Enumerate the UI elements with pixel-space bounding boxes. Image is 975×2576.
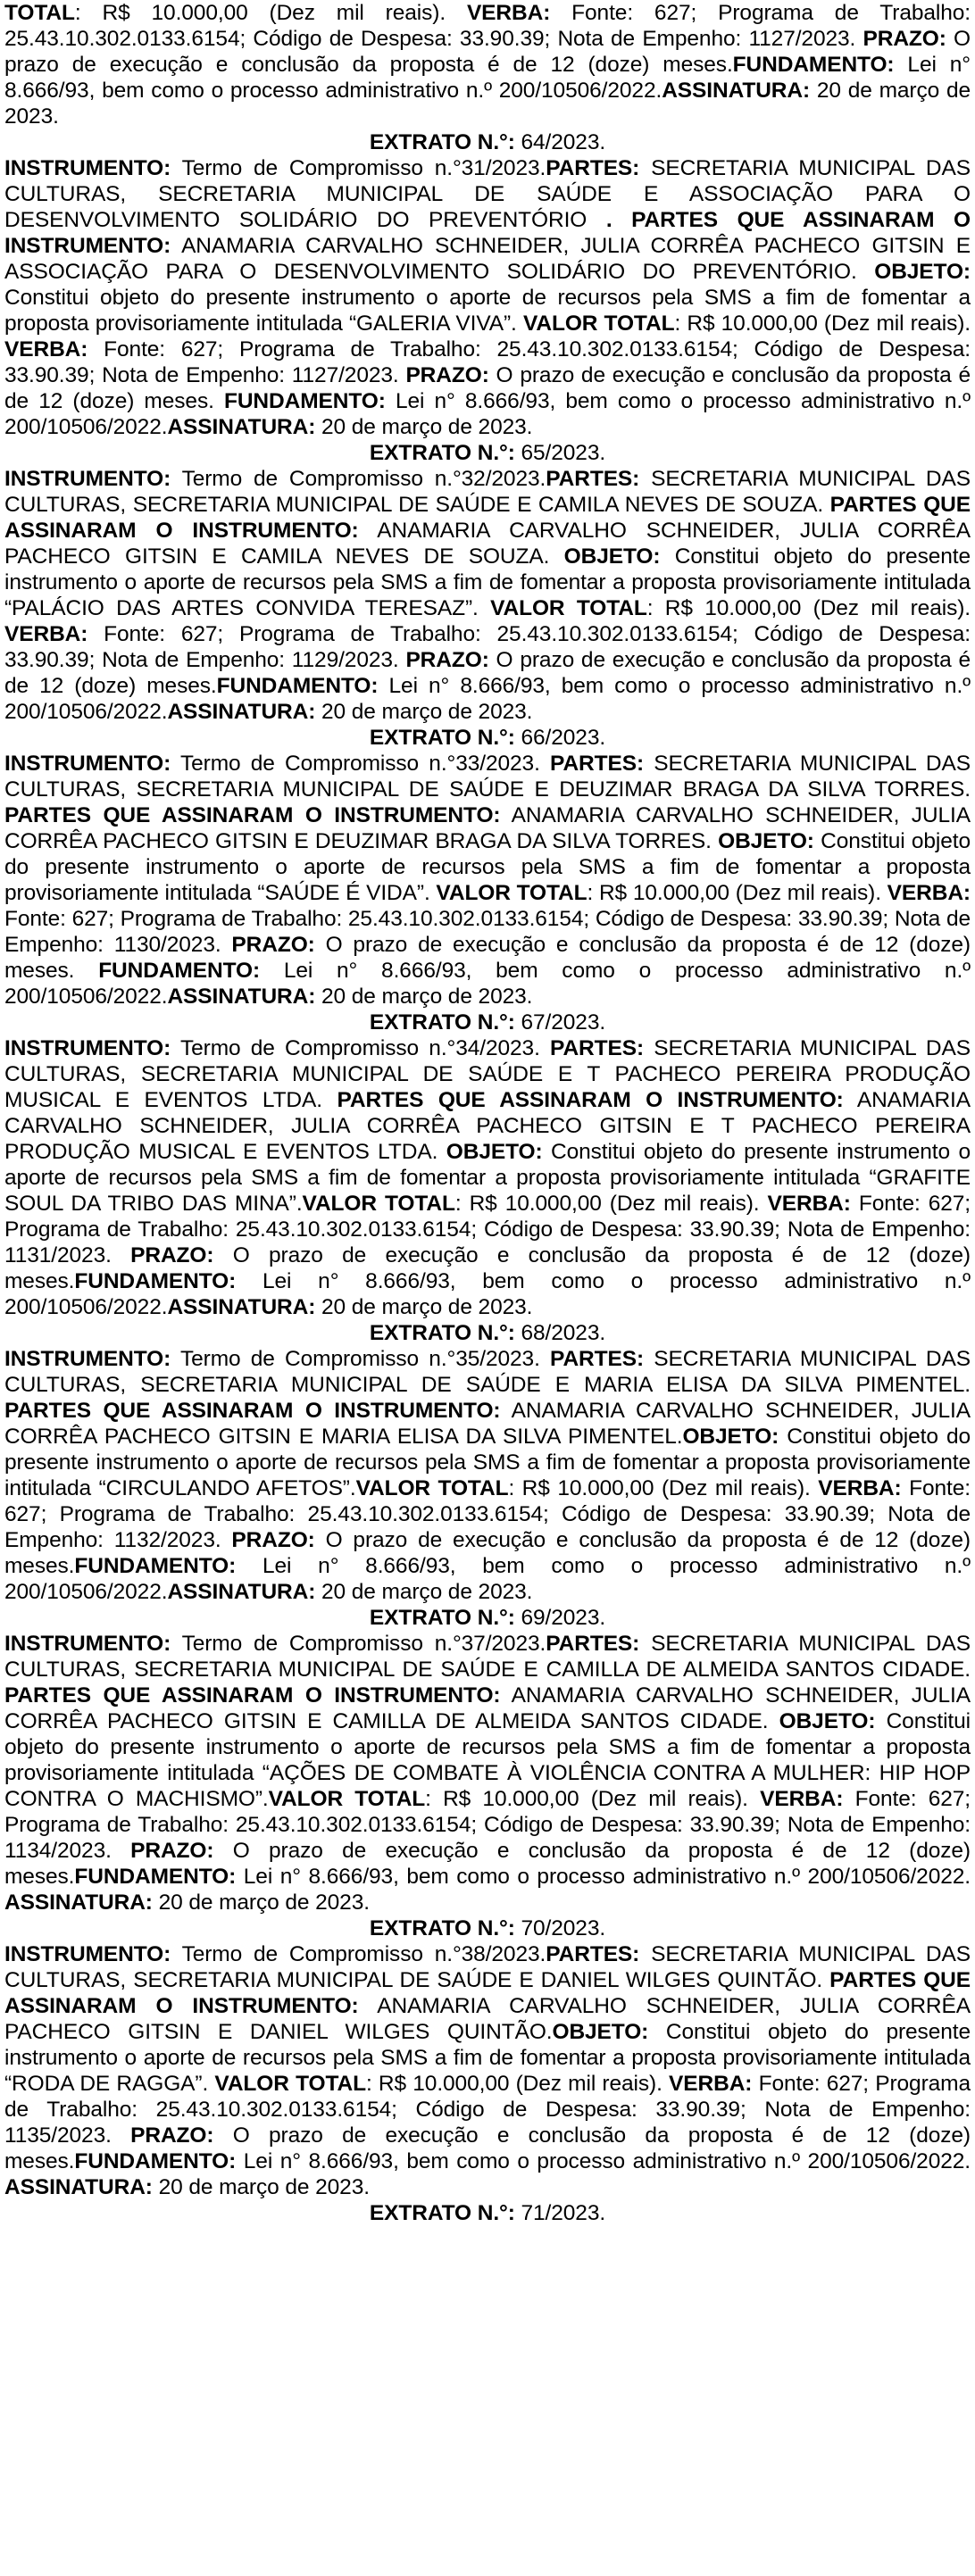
field-text: ANAMARIA CARVALHO SCHNEIDER, JULIA CORRÊA PACHECO GITSIN E ASSOCIAÇÃO PARA O DESENVOLVIMENTO SOLIDÁRIO DO PREVENTÓRIO. bbox=[4, 234, 971, 284]
field-text: Constitui objeto do presente instrumento o aporte de recursos pela SMS a fim de fomentar a proposta provisoriamente intitulada “PALÁCIO DAS ARTES CONVIDA TERESAZ”. bbox=[4, 544, 971, 620]
field-text: SECRETARIA MUNICIPAL DAS CULTURAS, SECRETARIA MUNICIPAL DE SAÚDE E T PACHECO PEREIRA PRODUÇÃO MUSICAL E EVENTOS LTDA. bbox=[4, 1036, 971, 1112]
field-label: VALOR TOTAL bbox=[302, 1192, 455, 1216]
field-label: PRAZO: bbox=[231, 1528, 315, 1552]
field-label: FUNDAMENTO: bbox=[74, 2149, 237, 2173]
field-text: Termo de Compromisso n.°37/2023. bbox=[171, 1632, 546, 1656]
extrato-section bbox=[4, 129, 971, 440]
field-label: . PARTES QUE ASSINARAM O INSTRUMENTO: bbox=[4, 208, 971, 258]
field-text: Fonte: 627; Programa de Trabalho: 25.43.10.302.0133.6154; Código de Despesa: 33.90.39; Nota de Empenho: 1135/2023. bbox=[4, 2072, 971, 2148]
field-label: PARTES QUE ASSINARAM O INSTRUMENTO: bbox=[4, 1683, 501, 1708]
field-text: ANAMARIA CARVALHO SCHNEIDER, JULIA CORRÊA PACHECO GITSIN E DEUZIMAR BRAGA DA SILVA TORRES. bbox=[4, 803, 971, 853]
field-text: Termo de Compromisso n.°31/2023. bbox=[171, 156, 546, 180]
field-text: 20 de março de 2023. bbox=[315, 700, 533, 724]
extrato-section bbox=[4, 0, 971, 129]
extrato-heading bbox=[4, 1010, 971, 1035]
field-label: PARTES QUE ASSINARAM O INSTRUMENTO: bbox=[337, 1088, 844, 1112]
field-label: PRAZO: bbox=[130, 1243, 214, 1267]
extrato-label: EXTRATO N.°: bbox=[369, 130, 515, 154]
field-label: VALOR TOTAL bbox=[268, 1787, 426, 1811]
field-label: PRAZO: bbox=[862, 27, 946, 51]
field-label: OBJETO: bbox=[874, 260, 971, 284]
extrato-body-paragraph bbox=[4, 466, 971, 725]
field-text: Constitui objeto do presente instrumento o aporte de recursos pela SMS a fim de fomentar a proposta provisoriamente intitulada “GRAFITE SOUL DA TRIBO DAS MINA”. bbox=[4, 1140, 971, 1216]
extrato-section bbox=[4, 1010, 971, 1320]
extrato-label: EXTRATO N.°: bbox=[369, 441, 515, 465]
field-label: INSTRUMENTO: bbox=[4, 1036, 171, 1060]
extrato-section bbox=[4, 725, 971, 1010]
field-text: 20 de março de 2023. bbox=[4, 79, 971, 129]
extrato-body-paragraph bbox=[4, 751, 971, 1010]
extrato-body-paragraph bbox=[4, 1631, 971, 1915]
field-text: 20 de março de 2023. bbox=[315, 1580, 533, 1604]
field-label: PRAZO: bbox=[130, 1839, 214, 1863]
field-text: ANAMARIA CARVALHO SCHNEIDER, JULIA CORRÊA PACHECO GITSIN E T PACHECO PEREIRA PRODUÇÃO MUSICAL E EVENTOS LTDA. bbox=[4, 1088, 971, 1164]
field-label: INSTRUMENTO: bbox=[4, 467, 171, 491]
field-text: Lei n° 8.666/93, bem como o processo administrativo n.º 200/10506/2022. bbox=[4, 959, 971, 1009]
extrato-number: 67/2023. bbox=[514, 1010, 606, 1035]
field-label: PARTES: bbox=[546, 1632, 640, 1656]
field-label: FUNDAMENTO: bbox=[223, 389, 386, 413]
field-label: VERBA: bbox=[760, 1787, 844, 1811]
extrato-heading bbox=[4, 129, 971, 155]
field-label: ASSINATURA: bbox=[4, 2175, 153, 2199]
field-label: PARTES: bbox=[546, 1942, 640, 1966]
field-label: INSTRUMENTO: bbox=[4, 156, 171, 180]
field-text: Termo de Compromisso n.°35/2023. bbox=[171, 1347, 551, 1371]
field-text: : R$ 10.000,00 (Dez mil reais). bbox=[674, 312, 971, 336]
field-text: Fonte: 627; Programa de Trabalho: 25.43.10.302.0133.6154; Código de Despesa: 33.90.39; Nota de Empenho: 1132/2023. bbox=[4, 1476, 971, 1552]
field-text: O prazo de execução e conclusão da proposta é de 12 (doze) meses. bbox=[4, 1243, 971, 1293]
field-label: VERBA: bbox=[818, 1476, 902, 1500]
extrato-number: 71/2023. bbox=[514, 2201, 606, 2225]
field-text: Lei n° 8.666/93, bem como o processo administrativo n.º 200/10506/2022. bbox=[4, 1554, 971, 1604]
field-label: PARTES QUE ASSINARAM O INSTRUMENTO: bbox=[4, 803, 501, 827]
field-label: INSTRUMENTO: bbox=[4, 1347, 171, 1371]
field-text: Termo de Compromisso n.°32/2023. bbox=[171, 467, 546, 491]
field-label: INSTRUMENTO: bbox=[4, 1632, 171, 1656]
field-text: Constitui objeto do presente instrumento o aporte de recursos pela SMS a fim de fomentar a proposta provisoriamente intitulada “SAÚDE É VIDA”. bbox=[4, 829, 971, 905]
field-label: OBJETO: bbox=[446, 1140, 543, 1164]
field-text: : R$ 10.000,00 (Dez mil reais). bbox=[587, 881, 888, 905]
field-label: ASSINATURA: bbox=[662, 79, 811, 103]
field-text: 20 de março de 2023. bbox=[315, 1295, 533, 1319]
extrato-heading bbox=[4, 2200, 971, 2226]
field-label: ASSINATURA: bbox=[167, 1580, 316, 1604]
extrato-body-paragraph bbox=[4, 1035, 971, 1320]
extrato-heading bbox=[4, 1320, 971, 1346]
field-label: FUNDAMENTO: bbox=[732, 53, 895, 77]
field-text: Constitui objeto do presente instrumento o aporte de recursos pela SMS a fim de fomentar a proposta provisoriamente intitulada “AÇÕES DE COMBATE À VIOLÊNCIA CONTRA A MULHER: HIP HOP CONTRA O MACHISMO”. bbox=[4, 1709, 971, 1811]
field-text: O prazo de execução e conclusão da proposta é de 12 (doze) meses. bbox=[4, 1839, 971, 1889]
field-text: O prazo de execução e conclusão da proposta é de 12 (doze) meses. bbox=[4, 27, 971, 77]
field-label: VERBA: bbox=[887, 881, 971, 905]
field-text: : R$ 10.000,00 (Dez mil reais). bbox=[365, 2072, 670, 2096]
field-text: Lei n° 8.666/93, bem como o processo administrativo n.º 200/10506/2022. bbox=[236, 2149, 971, 2173]
field-label: FUNDAMENTO: bbox=[216, 674, 379, 698]
extrato-section bbox=[4, 440, 971, 725]
field-text: O prazo de execução e conclusão da proposta é de 12 (doze) meses. bbox=[4, 933, 971, 983]
field-label: FUNDAMENTO: bbox=[98, 959, 261, 983]
field-text: Lei n° 8.666/93, bem como o processo administrativo n.º 200/10506/2022. bbox=[4, 674, 971, 724]
field-label: TOTAL bbox=[4, 1, 75, 25]
field-label: PRAZO: bbox=[405, 648, 489, 672]
field-text: O prazo de execução e conclusão da proposta é de 12 (doze) meses. bbox=[4, 2123, 971, 2173]
field-label: FUNDAMENTO: bbox=[74, 1554, 237, 1578]
field-label: INSTRUMENTO: bbox=[4, 752, 171, 776]
extrato-heading bbox=[4, 1915, 971, 1941]
field-text: ANAMARIA CARVALHO SCHNEIDER, JULIA CORRÊA PACHECO GITSIN E MARIA ELISA DA SILVA PIMENTEL. bbox=[4, 1399, 971, 1449]
field-text: Termo de Compromisso n.°38/2023. bbox=[171, 1942, 546, 1966]
field-label: PARTES: bbox=[550, 1036, 645, 1060]
field-label: OBJETO: bbox=[718, 829, 814, 853]
extrato-number: 70/2023. bbox=[514, 1916, 606, 1940]
field-text: Fonte: 627; Programa de Trabalho: 25.43.10.302.0133.6154; Código de Despesa: 33.90.39; Nota de Empenho: 1127/2023. bbox=[4, 337, 971, 387]
field-text: 20 de março de 2023. bbox=[152, 2175, 370, 2199]
field-label: VALOR TOTAL bbox=[490, 596, 647, 620]
field-label: ASSINATURA: bbox=[4, 1890, 153, 1915]
field-label: FUNDAMENTO: bbox=[74, 1269, 237, 1293]
field-label: OBJETO: bbox=[563, 544, 661, 569]
field-text: Lei n° 8.666/93, bem como o processo administrativo n.º 200/10506/2022. bbox=[236, 1865, 971, 1889]
field-label: ASSINATURA: bbox=[167, 700, 316, 724]
field-label: OBJETO: bbox=[779, 1709, 876, 1733]
field-label: VALOR TOTAL bbox=[522, 312, 675, 336]
field-text: Constitui objeto do presente instrumento o aporte de recursos pela SMS a fim de fomentar a proposta provisoriamente intitulada “GALERIA VIVA”. bbox=[4, 286, 971, 336]
field-text: O prazo de execução e conclusão da proposta é de 12 (doze) meses. bbox=[4, 363, 971, 413]
field-label: VERBA: bbox=[466, 1, 551, 25]
field-text: ANAMARIA CARVALHO SCHNEIDER, JULIA CORRÊA PACHECO GITSIN E CAMILA NEVES DE SOUZA. bbox=[4, 519, 971, 569]
field-label: PARTES: bbox=[550, 752, 645, 776]
field-label: PRAZO: bbox=[130, 2123, 214, 2148]
field-label: OBJETO: bbox=[682, 1425, 779, 1449]
field-text: Termo de Compromisso n.°33/2023. bbox=[171, 752, 551, 776]
field-text: SECRETARIA MUNICIPAL DAS CULTURAS, SECRETARIA MUNICIPAL DE SAÚDE E CAMILLA DE ALMEIDA SANTOS CIDADE. bbox=[4, 1632, 971, 1682]
extrato-number: 68/2023. bbox=[514, 1321, 606, 1345]
field-text: : R$ 10.000,00 (Dez mil reais). bbox=[74, 1, 467, 25]
field-label: VALOR TOTAL bbox=[214, 2072, 366, 2096]
field-text: : R$ 10.000,00 (Dez mil reais). bbox=[508, 1476, 819, 1500]
field-text: ANAMARIA CARVALHO SCHNEIDER, JULIA CORRÊA PACHECO GITSIN E CAMILLA DE ALMEIDA SANTOS CIDADE. bbox=[4, 1683, 971, 1733]
field-label: PRAZO: bbox=[405, 363, 489, 387]
field-text: SECRETARIA MUNICIPAL DAS CULTURAS, SECRETARIA MUNICIPAL DE SAÚDE E DANIEL WILGES QUINTÃO. bbox=[4, 1942, 971, 1992]
field-text: Lei n° 8.666/93, bem como o processo administrativo n.º 200/10506/2022. bbox=[4, 53, 971, 103]
field-label: VALOR TOTAL bbox=[355, 1476, 509, 1500]
extrato-continuation-paragraph bbox=[4, 0, 971, 129]
extrato-body-paragraph bbox=[4, 155, 971, 440]
field-label: PARTES: bbox=[550, 1347, 645, 1371]
field-label: ASSINATURA: bbox=[167, 985, 316, 1009]
field-label: PARTES: bbox=[546, 156, 640, 180]
field-label: PARTES QUE ASSINARAM O INSTRUMENTO: bbox=[4, 493, 971, 543]
field-text: Fonte: 627; Programa de Trabalho: 25.43.10.302.0133.6154; Código de Despesa: 33.90.39; Nota de Empenho: 1131/2023. bbox=[4, 1192, 971, 1267]
extrato-section bbox=[4, 1915, 971, 2200]
field-label: PRAZO: bbox=[231, 933, 315, 957]
field-text: SECRETARIA MUNICIPAL DAS CULTURAS, SECRETARIA MUNICIPAL DE SAÚDE E CAMILA NEVES DE SOUZA. bbox=[4, 467, 971, 517]
extrato-label: EXTRATO N.°: bbox=[369, 1321, 515, 1345]
extrato-label: EXTRATO N.°: bbox=[369, 1606, 515, 1630]
field-text: O prazo de execução e conclusão da proposta é de 12 (doze) meses. bbox=[4, 1528, 971, 1578]
field-text: SECRETARIA MUNICIPAL DAS CULTURAS, SECRETARIA MUNICIPAL DE SAÚDE E DEUZIMAR BRAGA DA SILVA TORRES. bbox=[4, 752, 971, 802]
field-text: SECRETARIA MUNICIPAL DAS CULTURAS, SECRETARIA MUNICIPAL DE SAÚDE E MARIA ELISA DA SILVA PIMENTEL. bbox=[4, 1347, 971, 1397]
field-label: ASSINATURA: bbox=[167, 415, 316, 439]
extrato-section bbox=[4, 1605, 971, 1915]
field-text: 20 de março de 2023. bbox=[315, 985, 533, 1009]
extrato-section bbox=[4, 2200, 971, 2226]
field-label: VERBA: bbox=[669, 2072, 753, 2096]
extrato-label: EXTRATO N.°: bbox=[369, 1010, 515, 1035]
extrato-label: EXTRATO N.°: bbox=[369, 1916, 515, 1940]
field-text: 20 de março de 2023. bbox=[152, 1890, 370, 1915]
field-text: : R$ 10.000,00 (Dez mil reais). bbox=[646, 596, 971, 620]
extrato-number: 65/2023. bbox=[514, 441, 606, 465]
extrato-heading bbox=[4, 1605, 971, 1631]
extrato-number: 64/2023. bbox=[514, 130, 606, 154]
extrato-label: EXTRATO N.°: bbox=[369, 2201, 515, 2225]
field-text: Lei n° 8.666/93, bem como o processo administrativo n.º 200/10506/2022. bbox=[4, 389, 971, 439]
field-text: Constitui objeto do presente instrumento o aporte de recursos pela SMS a fim de fomentar a proposta provisoriamente intitulada “CIRCULANDO AFETOS”. bbox=[4, 1425, 971, 1500]
extrato-label: EXTRATO N.°: bbox=[369, 726, 515, 750]
extrato-section bbox=[4, 1320, 971, 1605]
field-text: : R$ 10.000,00 (Dez mil reais). bbox=[425, 1787, 761, 1811]
field-label: INSTRUMENTO: bbox=[4, 1942, 171, 1966]
extrato-heading bbox=[4, 725, 971, 751]
field-label: VERBA: bbox=[4, 622, 88, 646]
field-text: SECRETARIA MUNICIPAL DAS CULTURAS, SECRETARIA MUNICIPAL DE SAÚDE E ASSOCIAÇÃO PARA O DESENVOLVIMENTO SOLIDÁRIO DO PREVENTÓRIO bbox=[4, 156, 971, 232]
field-text: : R$ 10.000,00 (Dez mil reais). bbox=[454, 1192, 768, 1216]
extrato-number: 66/2023. bbox=[514, 726, 606, 750]
field-label: PARTES QUE ASSINARAM O INSTRUMENTO: bbox=[4, 1968, 971, 2018]
extrato-number: 69/2023. bbox=[514, 1606, 606, 1630]
extrato-heading bbox=[4, 440, 971, 466]
field-label: PARTES QUE ASSINARAM O INSTRUMENTO: bbox=[4, 1399, 501, 1423]
extrato-body-paragraph bbox=[4, 1346, 971, 1605]
field-text: Lei n° 8.666/93, bem como o processo administrativo n.º 200/10506/2022. bbox=[4, 1269, 971, 1319]
field-text: O prazo de execução e conclusão da proposta é de 12 (doze) meses. bbox=[4, 648, 971, 698]
field-text: Fonte: 627; Programa de Trabalho: 25.43.10.302.0133.6154; Código de Despesa: 33.90.39; Nota de Empenho: 1134/2023. bbox=[4, 1787, 971, 1863]
field-text: Fonte: 627; Programa de Trabalho: 25.43.10.302.0133.6154; Código de Despesa: 33.90.39; Nota de Empenho: 1127/2023. bbox=[4, 1, 971, 51]
field-text: Constitui objeto do presente instrumento o aporte de recursos pela SMS a fim de fomentar a proposta provisoriamente intitulada “RODA DE RAGGA”. bbox=[4, 2020, 971, 2096]
field-label: PARTES: bbox=[546, 467, 640, 491]
extrato-body-paragraph bbox=[4, 1941, 971, 2200]
field-text: 20 de março de 2023. bbox=[315, 415, 533, 439]
field-label: ASSINATURA: bbox=[167, 1295, 316, 1319]
field-label: FUNDAMENTO: bbox=[74, 1865, 237, 1889]
field-text: Fonte: 627; Programa de Trabalho: 25.43.10.302.0133.6154; Código de Despesa: 33.90.39; Nota de Empenho: 1129/2023. bbox=[4, 622, 971, 672]
field-text: ANAMARIA CARVALHO SCHNEIDER, JULIA CORRÊA PACHECO GITSIN E DANIEL WILGES QUINTÃO. bbox=[4, 1994, 971, 2044]
field-text: Fonte: 627; Programa de Trabalho: 25.43.10.302.0133.6154; Código de Despesa: 33.90.39; Nota de Empenho: 1130/2023. bbox=[4, 907, 971, 957]
field-text: Termo de Compromisso n.°34/2023. bbox=[171, 1036, 551, 1060]
field-label: VERBA: bbox=[4, 337, 88, 361]
field-label: OBJETO: bbox=[552, 2020, 649, 2044]
field-label: VALOR TOTAL bbox=[436, 881, 588, 905]
field-label: VERBA: bbox=[767, 1192, 851, 1216]
